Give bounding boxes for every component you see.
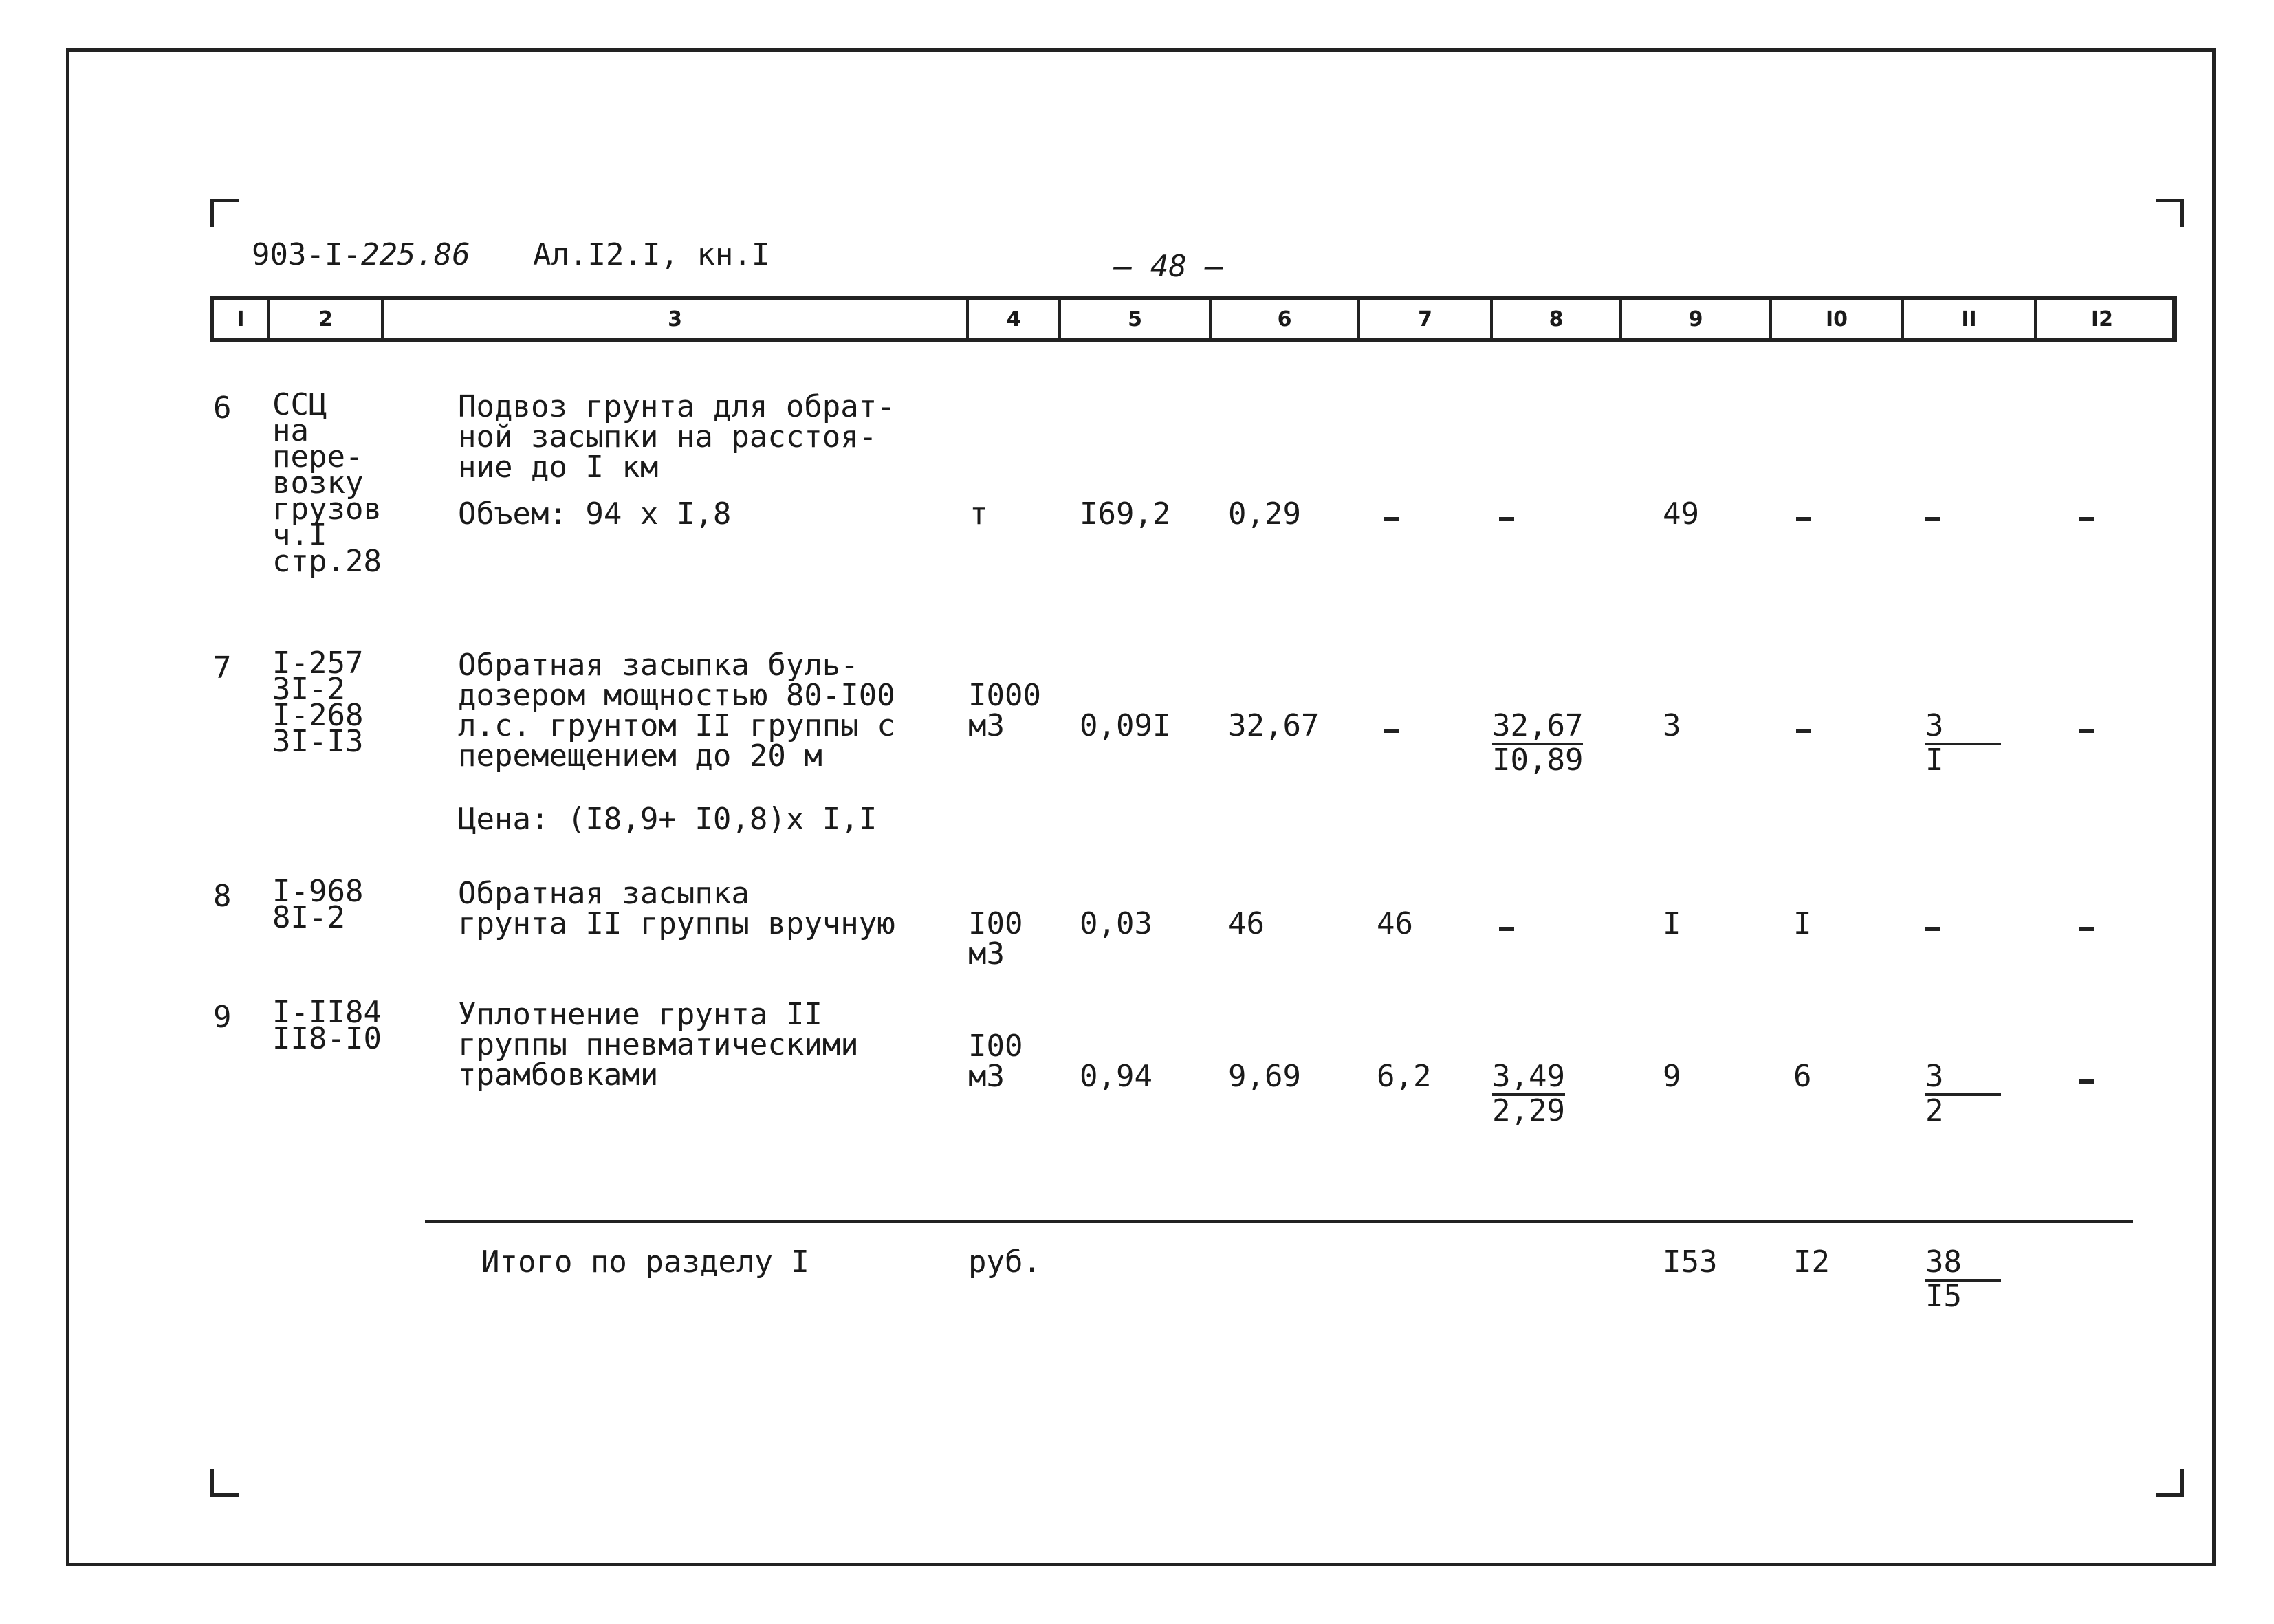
work-description — [458, 650, 895, 771]
total-label: Итого по разделу I — [481, 1244, 809, 1280]
unit-line: м3 — [968, 708, 1005, 743]
col7-value: 46 — [1377, 906, 1413, 941]
work-description — [458, 876, 895, 941]
col8-denominator: I0,89 — [1492, 743, 1584, 778]
col11-denominator: I — [1925, 743, 1944, 778]
col11-numerator: 3 — [1925, 1062, 2001, 1096]
row-number: 8 — [213, 879, 232, 914]
unit-line: I00 — [968, 1029, 1023, 1064]
unit — [968, 1031, 1023, 1092]
norm-ref-line: 8I-2 — [272, 900, 345, 935]
quantity: I69,2 — [1080, 496, 1171, 531]
col8-fraction — [1492, 1059, 1565, 1128]
doc-code-suffix: 225.86 — [360, 237, 470, 272]
total-col11-denominator: I5 — [1925, 1279, 1962, 1314]
column-number-bar — [210, 296, 2177, 342]
col-number: 4 — [1006, 307, 1021, 331]
corner-mark-top-left — [210, 199, 239, 227]
col-number: 5 — [1128, 307, 1142, 331]
dash — [1925, 927, 1940, 931]
unit — [968, 906, 1023, 972]
unit — [968, 678, 1041, 743]
col9-value: 9 — [1663, 1059, 1681, 1094]
row-number: 6 — [213, 391, 232, 426]
dash — [1384, 517, 1399, 521]
col-number: I0 — [1825, 307, 1848, 331]
total-col11-numerator: 38 — [1925, 1247, 2001, 1282]
norm-ref-line: пере- — [272, 439, 364, 474]
total-unit: руб. — [968, 1244, 1041, 1280]
dash — [2079, 517, 2094, 521]
col6-value: 32,67 — [1228, 708, 1320, 743]
description-line: перемещением до 20 м — [458, 738, 822, 773]
corner-mark-bottom-right — [2156, 1469, 2184, 1497]
unit-line: м3 — [968, 936, 1005, 972]
norm-ref — [272, 646, 364, 759]
description-line: Уплотнение грунта II — [458, 997, 822, 1032]
total-col9: I53 — [1663, 1244, 1718, 1280]
norm-ref-line: возку — [272, 465, 364, 501]
description-line: ние до I км — [458, 450, 659, 485]
col8-numerator: 3,49 — [1492, 1062, 1565, 1096]
col9-value: I — [1663, 906, 1681, 941]
description-line: трамбовками — [458, 1057, 659, 1093]
description-line: Обратная засыпка — [458, 876, 750, 911]
norm-ref — [272, 387, 382, 579]
page-number: — 48 — — [1114, 249, 1223, 284]
row-number: 9 — [213, 1000, 232, 1035]
col-number: 8 — [1549, 307, 1564, 331]
col-number: I — [237, 307, 245, 331]
norm-ref-line: II8-I0 — [272, 1021, 382, 1056]
col-number: 6 — [1277, 307, 1292, 331]
norm-ref-line: ССЦ — [272, 387, 327, 422]
dash — [1796, 517, 1811, 521]
col-number: 3 — [668, 307, 682, 331]
col7-value: 6,2 — [1377, 1059, 1432, 1094]
row-number: 7 — [213, 650, 232, 685]
col6-value: 9,69 — [1228, 1059, 1301, 1094]
description-line: л.с. грунтом II группы с — [458, 708, 895, 743]
dash — [2079, 927, 2094, 931]
total-separator — [425, 1220, 2133, 1223]
norm-ref-line: грузов — [272, 492, 382, 527]
quantity: 0,03 — [1080, 906, 1152, 941]
norm-ref-line: I-968 — [272, 874, 364, 909]
norm-ref-line: I-II84 — [272, 995, 382, 1030]
col6-value: 46 — [1228, 906, 1265, 941]
col-number: 9 — [1688, 307, 1703, 331]
unit: т — [970, 496, 988, 531]
corner-mark-top-right — [2156, 199, 2184, 227]
col10-value: I — [1793, 906, 1812, 941]
col8-denominator: 2,29 — [1492, 1093, 1565, 1128]
col11-numerator: 3 — [1925, 711, 2001, 745]
col6-value: 0,29 — [1228, 496, 1301, 531]
description-line: Подвоз грунта для обрат- — [458, 389, 895, 424]
total-col11-fraction — [1925, 1244, 2001, 1314]
norm-ref-line: 3I-2 — [272, 672, 345, 707]
norm-ref-line: I-257 — [272, 646, 364, 681]
dash — [1499, 927, 1514, 931]
unit-line: I00 — [968, 906, 1023, 941]
norm-ref-line: стр.28 — [272, 544, 382, 579]
dash — [1925, 517, 1940, 521]
dash — [1499, 517, 1514, 521]
album-ref: Ал.I2.I, кн.I — [533, 237, 770, 272]
norm-ref-line: 3I-I3 — [272, 724, 364, 759]
col-number: I2 — [2090, 307, 2114, 331]
col10-value: 6 — [1793, 1059, 1812, 1094]
col9-value: 49 — [1663, 496, 1699, 531]
norm-ref-line: на — [272, 413, 309, 448]
col9-value: 3 — [1663, 708, 1681, 743]
norm-ref-line: ч.I — [272, 518, 327, 553]
col-number: II — [1961, 307, 1977, 331]
dash — [1796, 729, 1811, 733]
norm-ref — [272, 995, 382, 1056]
quantity: 0,09I — [1080, 708, 1171, 743]
quantity: 0,94 — [1080, 1059, 1152, 1094]
dash — [1384, 729, 1399, 733]
calc-formula: Цена: (I8,9+ I0,8)х I,I — [458, 802, 877, 837]
col11-fraction — [1925, 708, 2001, 778]
description-line: грунта II группы вручную — [458, 906, 895, 941]
doc-code — [252, 237, 470, 272]
norm-ref — [272, 874, 364, 935]
description-line: группы пневматическими — [458, 1027, 859, 1062]
norm-ref-line: I-268 — [272, 698, 364, 733]
col8-numerator: 32,67 — [1492, 711, 1583, 745]
work-description — [458, 997, 859, 1093]
unit-line: м3 — [968, 1059, 1005, 1094]
col-number: 2 — [318, 307, 333, 331]
col8-fraction — [1492, 708, 1584, 778]
work-description — [458, 389, 895, 485]
unit-line: I000 — [968, 678, 1041, 713]
description-line: ной засыпки на расстоя- — [458, 419, 877, 454]
dash — [2079, 1079, 2094, 1084]
dash — [2079, 729, 2094, 733]
doc-code-prefix: 903-I- — [252, 237, 361, 272]
col11-fraction — [1925, 1059, 2001, 1128]
total-col10: I2 — [1793, 1244, 1830, 1280]
col11-denominator: 2 — [1925, 1093, 1944, 1128]
description-line: дозером мощностью 80-I00 — [458, 678, 895, 713]
col-number: 7 — [1418, 307, 1432, 331]
corner-mark-bottom-left — [210, 1469, 239, 1497]
description-line: Обратная засыпка буль- — [458, 648, 859, 683]
calc-formula: Объем: 94 х I,8 — [458, 496, 732, 531]
